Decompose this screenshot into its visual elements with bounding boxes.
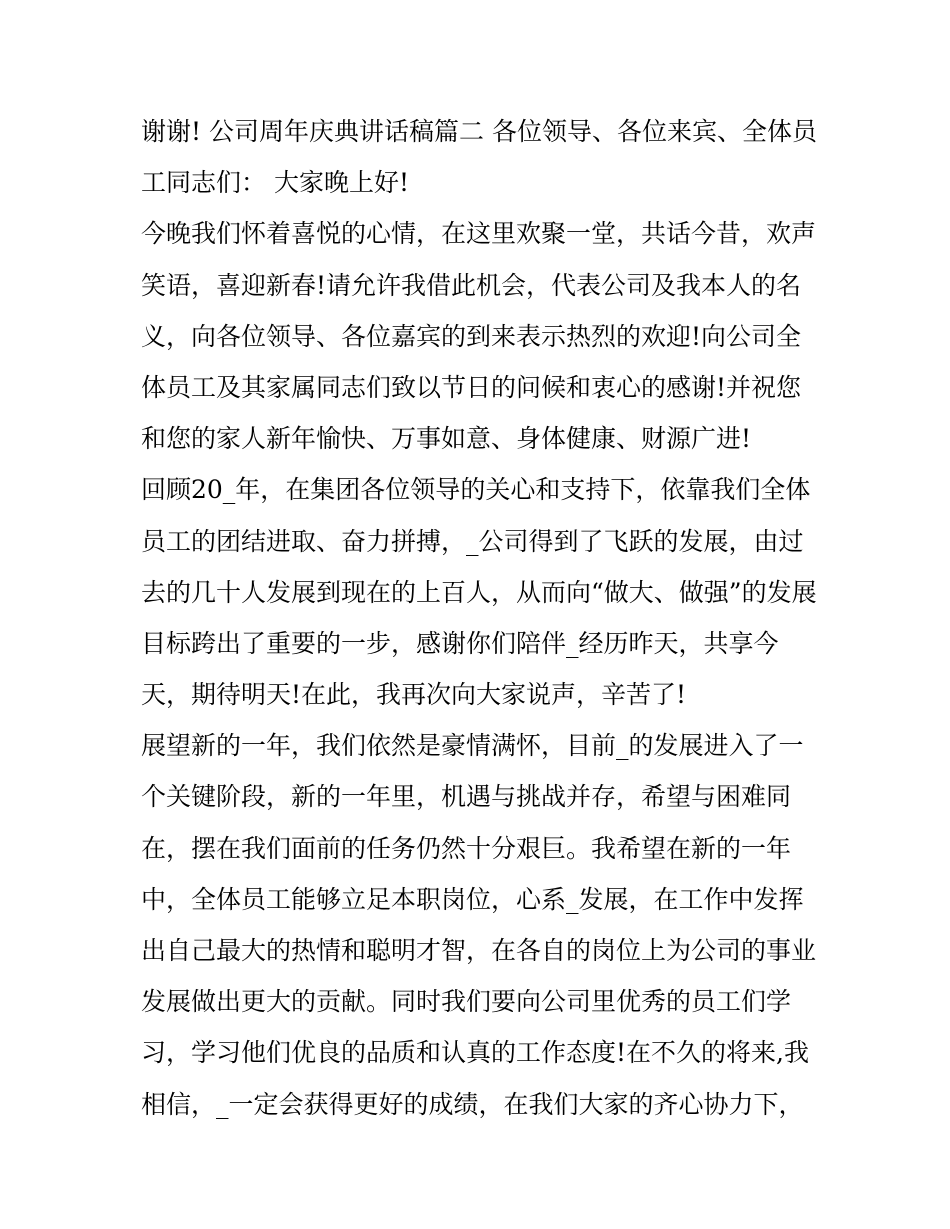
text-line: 义，向各位领导、各位嘉宾的到来表示热烈的欢迎!向公司全 xyxy=(141,321,802,351)
text-line: 目标跨出了重要的一步，感谢你们陪伴_经历昨天，共享今 xyxy=(141,628,779,658)
text-line: 工同志们： 大家晚上好! xyxy=(141,168,409,198)
text-line: 中，全体员工能够立足本职岗位，心系_发展，在工作中发挥 xyxy=(141,884,804,914)
text-line: 个关键阶段，新的一年里，机遇与挑战并存，希望与困难同 xyxy=(141,782,792,812)
text-line: 习，学习他们优良的品质和认真的工作态度!在不久的将来,我 xyxy=(141,1038,809,1068)
text-line: 和您的家人新年愉快、万事如意、身体健康、财源广进! xyxy=(141,424,752,454)
text-line: 在，摆在我们面前的任务仍然十分艰巨。我希望在新的一年 xyxy=(141,833,792,863)
text-line: 笑语，喜迎新春!请允许我借此机会，代表公司及我本人的名 xyxy=(141,270,802,300)
text-line: 出自己最大的热情和聪明才智，在各自的岗位上为公司的事业 xyxy=(141,936,817,965)
text-line: 今晚我们怀着喜悦的心情，在这里欢聚一堂，共话今昔，欢声 xyxy=(141,219,817,249)
text-line: 谢谢! 公司周年庆典讲话稿篇二 各位领导、各位来宾、全体员 xyxy=(141,117,817,146)
text-line: 发展做出更大的贡献。同时我们要向公司里优秀的员工们学 xyxy=(141,987,792,1017)
speech-text-block xyxy=(141,106,821,1130)
text-line: 相信，_一定会获得更好的成绩，在我们大家的齐心协力下， xyxy=(141,1089,804,1119)
text-line: 体员工及其家属同志们致以节日的问候和衷心的感谢!并祝您 xyxy=(141,372,802,402)
text-line: 天，期待明天!在此，我再次向大家说声，辛苦了! xyxy=(141,680,687,710)
text-line: 回顾20_年，在集团各位领导的关心和支持下，依靠我们全体 xyxy=(141,475,811,505)
text-line: 展望新的一年，我们依然是豪情满怀，目前_的发展进入了一 xyxy=(141,731,804,761)
text-line: 去的几十人发展到现在的上百人，从而向“做大、做强”的发展 xyxy=(141,577,817,607)
text-line: 员工的团结进取、奋力拼搏，_公司得到了飞跃的发展，由过 xyxy=(141,526,804,556)
